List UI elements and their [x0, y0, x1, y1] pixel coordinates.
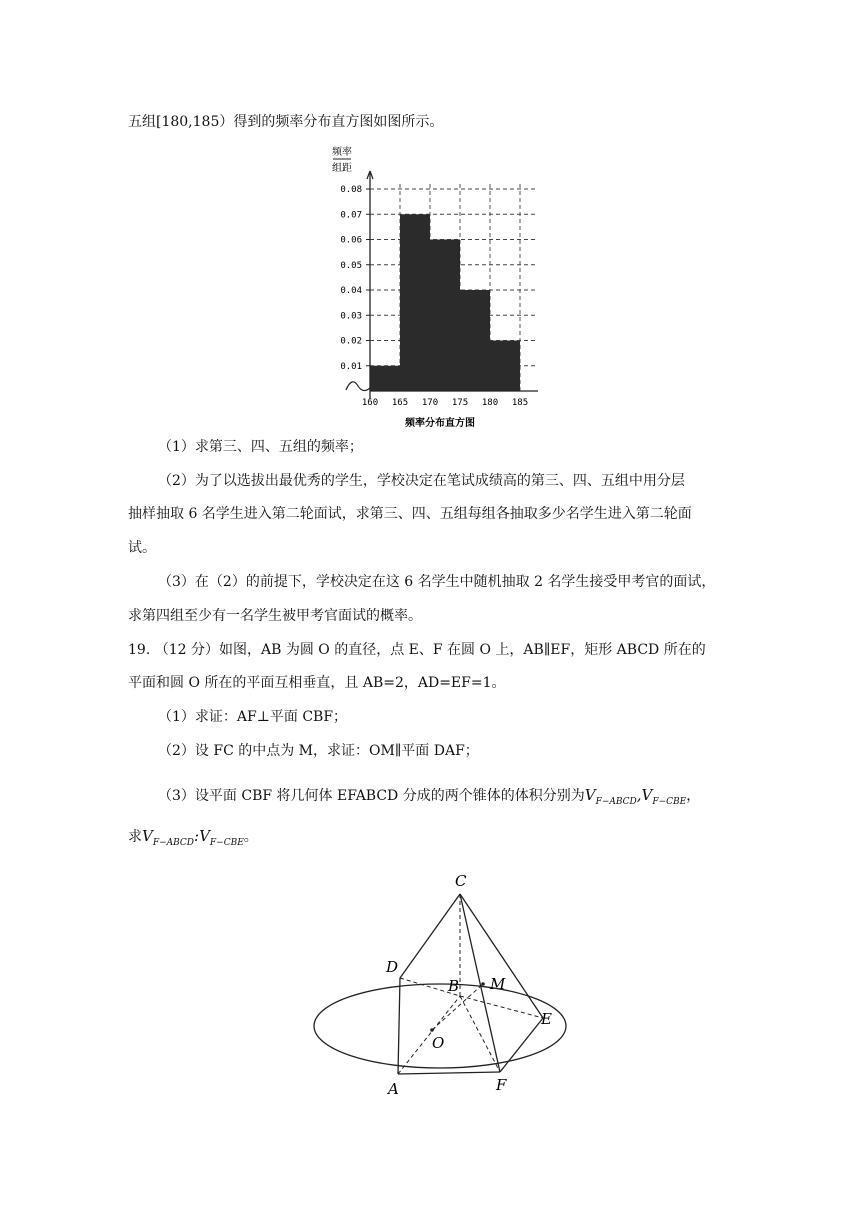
y-tick-label: 0.04	[340, 286, 362, 296]
chart-y-ticks	[340, 185, 370, 372]
point-m	[481, 982, 485, 986]
edge-da	[398, 978, 400, 1074]
axis-break	[346, 382, 370, 391]
edge-ef	[500, 1018, 543, 1072]
q18-part2-line1: （2）为了以选拔出最优秀的学生，学校决定在笔试成绩高的第三、四、五组中用分层	[158, 473, 685, 489]
q18-part3-line2: 求第四组至少有一名学生被甲考官面试的概率。	[128, 608, 422, 624]
x-tick-label: 185	[511, 398, 529, 408]
q18-part2-line2: 抽样抽取 6 名学生进入第二轮面试，求第三、四、五组每组各抽取多少名学生进入第二轮面	[128, 506, 692, 522]
q18-part2-line3: 试。	[128, 540, 156, 556]
edge-bf	[460, 996, 500, 1072]
q18-part1: （1）求第三、四、五组的频率；	[158, 439, 363, 455]
label-d: D	[386, 958, 399, 976]
chart-ylabel-bottom: 组距	[332, 163, 352, 174]
q19-part1: （1）求证：AF⊥平面 CBF；	[158, 709, 348, 725]
geometry-figure	[300, 868, 580, 1104]
label-a: A	[388, 1080, 399, 1098]
x-tick-label: 165	[391, 398, 409, 408]
edge-af	[398, 1072, 500, 1074]
edge-ce	[460, 894, 543, 1018]
chart-title: 频率分布直方图	[405, 418, 475, 429]
histogram-bar	[490, 341, 520, 392]
y-tick-label: 0.06	[340, 235, 362, 246]
x-tick-label: 180	[481, 398, 499, 408]
label-e: E	[541, 1010, 552, 1028]
y-tick-label: 0.05	[340, 260, 362, 271]
q19-part3-line2: 求$V_{F-ABCD}:V_{F-CBE}$。	[128, 827, 258, 848]
y-tick-label: 0.01	[340, 361, 362, 372]
y-tick-label: 0.03	[340, 311, 362, 322]
y-tick-label: 0.07	[340, 210, 362, 221]
x-tick-label: 170	[421, 398, 439, 408]
q18-part3-line1: （3）在（2）的前提下，学校决定在这 6 名学生中随机抽取 2 名学生接受甲考官的面试，	[158, 574, 716, 590]
y-tick-label: 0.02	[340, 336, 362, 347]
histogram-bar	[460, 290, 490, 391]
q19-stem-line2: 平面和圆 O 所在的平面互相垂直，且 AB=2，AD=EF=1。	[128, 675, 506, 691]
chart-x-ticks	[362, 398, 528, 408]
chart-ylabel-top: 频率	[332, 147, 352, 158]
frequency-histogram	[300, 145, 550, 430]
label-b: B	[448, 977, 460, 995]
label-o: O	[432, 1034, 445, 1052]
q19-part2: （2）设 FC 的中点为 M，求证：OM∥平面 DAF；	[158, 743, 479, 759]
label-m: M	[490, 975, 506, 993]
volume-f-cbe: $V_{F-CBE}$	[641, 786, 687, 807]
intro-tail: 五组[180,185）得到的频率分布直方图如图所示。	[128, 114, 444, 130]
histogram-bar	[370, 366, 400, 391]
volume-f-abcd: $V_{F-ABCD}$	[584, 786, 637, 807]
histogram-bar	[430, 240, 460, 392]
point-o	[430, 1028, 434, 1032]
q19-part3-line1: （3）设平面 CBF 将几何体 EFABCD 分成的两个锥体的体积分别为$V_{F-ABCD},V_{F-CBE}$，	[158, 786, 701, 807]
histogram-bar	[400, 214, 430, 391]
label-c: C	[455, 872, 467, 890]
q19-part3-prefix: （3）设平面 CBF 将几何体 EFABCD 分成的两个锥体的体积分别为	[158, 788, 585, 804]
x-tick-label: 160	[361, 398, 379, 408]
edge-ca	[400, 894, 460, 978]
q19-stem-line1: 19. （12 分）如图，AB 为圆 O 的直径，点 E、F 在圆 O 上，AB∥EF，矩形 ABCD 所在的	[128, 642, 706, 658]
ratio-volume-f-abcd: $V_{F-ABCD}$	[142, 827, 195, 848]
chart-bars	[370, 214, 520, 391]
ratio-volume-f-cbe: $V_{F-CBE}$	[199, 827, 244, 848]
y-tick-label: 0.08	[340, 185, 362, 195]
edge-ab	[398, 996, 460, 1074]
x-tick-label: 175	[451, 398, 469, 408]
label-f: F	[496, 1076, 507, 1094]
